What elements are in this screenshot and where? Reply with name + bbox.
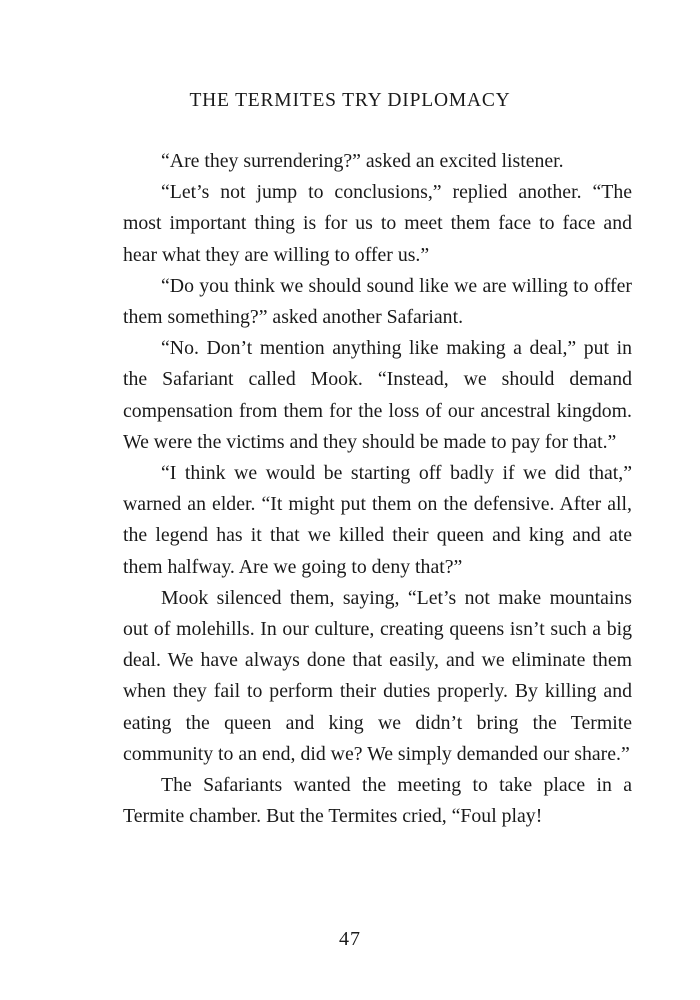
paragraph: “Do you think we should sound like we are willing to offer them something?” asked another Safariant. (123, 274, 632, 329)
paragraph: “Let’s not jump to conclusions,” replied another. “The most important thing is for us to meet them face to face and hear what they are willing to offer us.” (123, 181, 632, 266)
paragraph: The Safariants wanted the meeting to take place in a Termite chamber. But the Termites cried, “Foul play! (123, 774, 632, 828)
body-text (123, 146, 632, 832)
paragraph: Mook silenced them, saying, “Let’s not make mountains out of molehills. In our culture, creating queens isn’t such a big deal. We have always done that easily, and we eliminate them when they fail to perform their duties properly. By killing and eating the queen and king we didn’t bring the Termite community to an end, did we? We simply demanded our share.” (123, 586, 632, 765)
paragraph: “I think we would be starting off badly if we did that,” warned an elder. “It might put them on the defensive. After all, the legend has it that we killed their queen and king and ate them halfway. Are we going to deny that?” (123, 462, 632, 578)
running-head: THE TERMITES TRY DIPLOMACY (189, 90, 511, 111)
paragraph: “Are they surrendering?” asked an excited listener. (161, 150, 564, 172)
paragraph: “No. Don’t mention anything like making a deal,” put in the Safariant called Mook. “Instead, we should demand compensation from them for the loss of our ancestral kingdom. We were the victims and they should be made to pay for that.” (123, 337, 632, 453)
page-number: 47 (339, 928, 361, 950)
